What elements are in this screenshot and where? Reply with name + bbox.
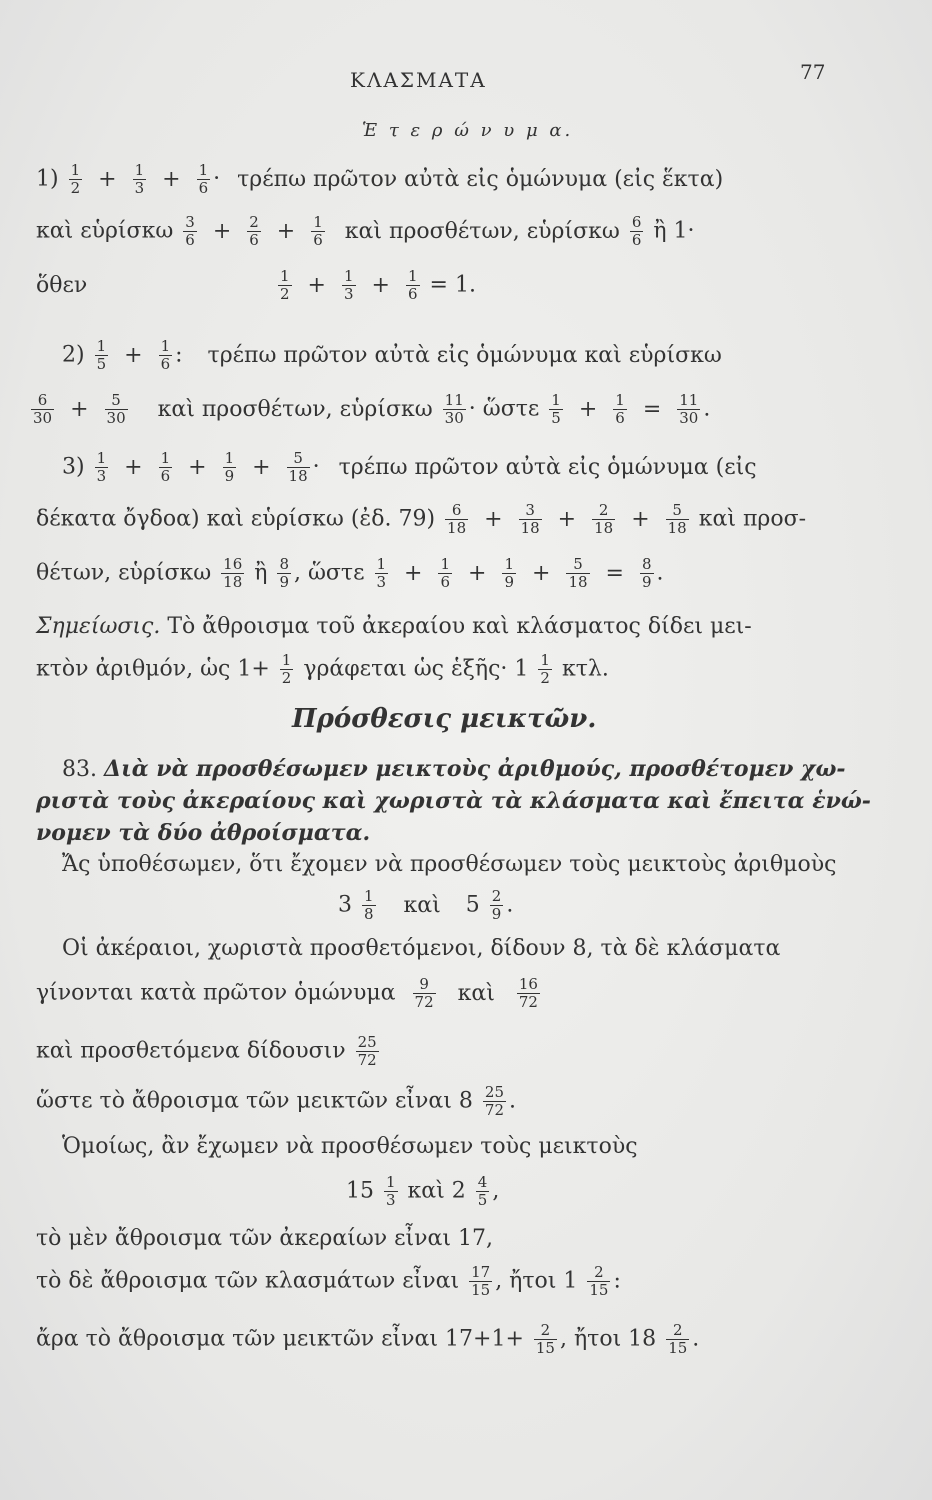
body-text: Τὸ ἄθροισμα τοῦ ἀκεραίου καὶ κλάσματος δίδει μει- — [167, 614, 752, 639]
fraction: $\frac{1}{3}$ — [376, 555, 387, 591]
body-text: κτλ. — [561, 656, 609, 682]
fraction: $\frac{1}{5}$ — [551, 391, 561, 427]
example-3-result: θέτων, εὑρίσκω $\frac{16}{18}$ ἢ $\frac{8}{9}$ , ὥστε $\frac{1}{3}$ + $\frac{1}{6}$ + $\frac{1}{9}$ + $\frac{5}{18}$ = $\frac{8}{9}$ . — [36, 555, 664, 591]
fraction: $\frac{5}{18}$ — [667, 501, 687, 537]
body-text: Διὰ νὰ προσθέσωμεν μεικτοὺς ἀριθμούς, προσθέτομεν χω- — [104, 756, 846, 782]
fraction: $\frac{2}{15}$ — [535, 1321, 555, 1357]
fraction: $\frac{1}{2}$ — [70, 161, 81, 197]
fraction: $\frac{5}{18}$ — [288, 449, 308, 485]
body-text: καὶ προσ- — [698, 506, 807, 532]
fraction: $\frac{1}{6}$ — [440, 555, 451, 591]
body-text: γράφεται ὡς ἑξῆς· 1 — [303, 656, 529, 682]
note-line-2 — [36, 652, 609, 687]
page-header-title: ΚΛΑΣΜΑΤΑ — [350, 68, 487, 92]
body-text: ὅθεν — [36, 272, 88, 298]
body-text: ἢ — [254, 560, 268, 586]
body-text: καὶ εὑρίσκω — [36, 218, 174, 244]
paragraph-83-line-1 — [62, 756, 846, 783]
body-text: 15 — [346, 1178, 374, 1204]
heteronyma-heading: Ἑ τ ε ρ ώ ν υ μ α. — [362, 120, 574, 141]
body-text: ὥστε — [482, 396, 540, 422]
fraction: $\frac{1}{9}$ — [224, 449, 235, 485]
fraction: $\frac{1}{2}$ — [281, 651, 292, 687]
paragraph-87-line — [36, 1034, 382, 1069]
note-title: Σημείωσις. — [36, 614, 161, 639]
body-text: κτὸν ἀριθμόν, ὡς 1+ — [36, 656, 270, 682]
paragraph-92-line: τὸ δὲ ἄθροισμα τῶν κλασμάτων εἶναι $\frac{17}{15}$ , ἤτοι 1 $\frac{2}{15}$ : — [36, 1263, 621, 1299]
body-text: καὶ — [457, 980, 495, 1006]
body-text: , ὥστε — [293, 560, 365, 586]
fraction: $\frac{9}{72}$ — [414, 975, 434, 1011]
paragraph-91-line: τὸ μὲν ἄθροισμα τῶν ἀκεραίων εἶναι 17, — [36, 1226, 494, 1251]
body-text: τρέπω πρῶτον αὐτὰ εἰς ὁμώνυμα καὶ εὑρίσκω — [207, 342, 722, 368]
fraction: $\frac{2}{15}$ — [668, 1321, 688, 1357]
paragraph-84-line-1: Ἄς ὑποθέσωμεν, ὅτι ἔχομεν νὰ προσθέσωμεν τοὺς μεικτοὺς ἀριθμοὺς — [62, 852, 837, 877]
fraction: $\frac{1}{6}$ — [160, 337, 171, 373]
note-line — [36, 614, 752, 640]
fraction: $\frac{1}{3}$ — [134, 161, 145, 197]
fraction: $\frac{8}{9}$ — [279, 555, 289, 591]
page-number: 77 — [800, 60, 826, 84]
body-text: καὶ προσθέτων, εὑρίσκω — [157, 396, 433, 422]
body-text: 5 — [465, 892, 480, 918]
fraction: $\frac{6}{18}$ — [447, 501, 467, 537]
fraction: $\frac{1}{6}$ — [615, 391, 625, 427]
fraction: $\frac{6}{30}$ — [33, 391, 53, 427]
fraction: $\frac{25}{72}$ — [484, 1083, 504, 1119]
fraction: $\frac{1}{5}$ — [96, 337, 107, 373]
section-title: Πρόσθεσις μεικτῶν. — [292, 704, 597, 734]
body-text: = 1. — [429, 272, 476, 298]
fraction: $\frac{11}{30}$ — [679, 391, 699, 427]
fraction: $\frac{16}{72}$ — [518, 975, 538, 1011]
body-text: τὸ δὲ ἄθροισμα τῶν κλασμάτων εἶναι — [36, 1268, 460, 1294]
paragraph-83-line-2: ριστὰ τοὺς ἀκεραίους καὶ χωριστὰ τὰ κλάσματα καὶ ἔπειτα ἑνώ- — [36, 788, 871, 814]
fraction: $\frac{1}{3}$ — [96, 449, 107, 485]
fraction: $\frac{2}{6}$ — [249, 213, 259, 249]
fraction: $\frac{1}{9}$ — [504, 555, 515, 591]
example-3-line: 3) $\frac{1}{3}$ + $\frac{1}{6}$ + $\frac{1}{9}$ + $\frac{5}{18}$ · τρέπω πρῶτον αὐτὰ εἰς ὁμώνυμα (εἰς — [62, 449, 757, 485]
fraction: $\frac{1}{8}$ — [364, 887, 374, 923]
body-text: ὥστε τὸ ἄθροισμα τῶν μεικτῶν εἶναι 8 — [36, 1088, 473, 1114]
fraction: $\frac{2}{18}$ — [594, 501, 614, 537]
fraction: $\frac{17}{15}$ — [471, 1263, 491, 1299]
paragraph-number: 83. — [62, 757, 97, 782]
fraction: $\frac{1}{2}$ — [540, 651, 550, 687]
body-text: 3 — [338, 892, 352, 918]
paragraph-83-line-3: νομεν τὰ δύο ἀθροίσματα. — [36, 820, 371, 846]
fraction: $\frac{8}{9}$ — [641, 555, 652, 591]
example-1-result: ὅθεν $\frac{1}{2}$ + $\frac{1}{3}$ + $\frac{1}{6}$ = 1. — [36, 267, 476, 303]
body-text: ἢ 1· — [653, 218, 695, 244]
mixed-numbers-1: 3 $\frac{1}{8}$ καὶ 5 $\frac{2}{9}$ . — [338, 887, 514, 923]
body-text: τρέπω πρῶτον αὐτὰ εἰς ὁμώνυμα (εἰς — [338, 454, 757, 480]
example-1-line-2: καὶ εὑρίσκω $\frac{3}{6}$ + $\frac{2}{6}$ + $\frac{1}{6}$ καὶ προσθέτων, εὑρίσκω $\frac{6}{6}$ ἢ 1· — [36, 213, 695, 249]
body-text: ἄρα τὸ ἄθροισμα τῶν μεικτῶν εἶναι 17+1+ — [36, 1326, 524, 1352]
body-text: , ἤτοι 1 — [495, 1268, 578, 1294]
fraction: $\frac{4}{5}$ — [477, 1173, 488, 1209]
example-2-line-2: $\frac{6}{30}$ + $\frac{5}{30}$ καὶ προσθέτων, εὑρίσκω $\frac{11}{30}$ · ὥστε $\frac{1}{5}$ + $\frac{1}{6}$ = $\frac{11}{30}$ . — [33, 391, 711, 427]
example-label: 2) — [62, 342, 85, 368]
example-1-line: 1) $\frac{1}{2}$ + $\frac{1}{3}$ + $\frac{1}{6}$ · τρέπω πρῶτον αὐτὰ εἰς ὁμώνυμα (εἰς ἕκτα) — [36, 161, 724, 197]
body-text: , ἤτοι 18 — [559, 1326, 657, 1352]
fraction: $\frac{1}{6}$ — [198, 161, 209, 197]
fraction: $\frac{3}{18}$ — [520, 501, 540, 537]
paragraph-85-line: Οἱ ἀκέραιοι, χωριστὰ προσθετόμενοι, δίδουν 8, τὰ δὲ κλάσματα — [62, 936, 781, 961]
fraction: $\frac{16}{18}$ — [223, 555, 243, 591]
fraction: $\frac{2}{9}$ — [491, 887, 502, 923]
fraction: $\frac{1}{6}$ — [407, 267, 418, 303]
fraction: $\frac{11}{30}$ — [444, 391, 464, 427]
paragraph-89-line: Ὁμοίως, ἂν ἔχωμεν νὰ προσθέσωμεν τοὺς μεικτοὺς — [62, 1134, 638, 1159]
fraction: $\frac{1}{3}$ — [343, 267, 354, 303]
paragraph-88-line: ὥστε τὸ ἄθροισμα τῶν μεικτῶν εἶναι 8 $\frac{25}{72}$ . — [36, 1083, 516, 1119]
mixed-numbers-2: 15 $\frac{1}{3}$ καὶ 2 $\frac{4}{5}$ , — [346, 1173, 500, 1209]
fraction: $\frac{3}{6}$ — [185, 213, 195, 249]
body-text: θέτων, εὑρίσκω — [36, 560, 212, 586]
fraction: $\frac{6}{6}$ — [631, 213, 642, 249]
paragraph-86-line — [36, 976, 543, 1011]
fraction: $\frac{2}{15}$ — [589, 1263, 609, 1299]
paragraph-93-line: ἄρα τὸ ἄθροισμα τῶν μεικτῶν εἶναι 17+1+ $\frac{2}{15}$ , ἤτοι 18 $\frac{2}{15}$ . — [36, 1321, 700, 1357]
fraction: $\frac{5}{30}$ — [106, 391, 126, 427]
fraction: $\frac{5}{18}$ — [568, 555, 588, 591]
body-text: δέκατα ὄγδοα) καὶ εὑρίσκω (ἐδ. 79) — [36, 506, 436, 532]
fraction: $\frac{1}{2}$ — [280, 267, 290, 303]
fraction: $\frac{1}{6}$ — [160, 449, 171, 485]
body-text: καὶ προσθετόμενα δίδουσιν — [36, 1038, 346, 1064]
example-label: 3) — [62, 454, 85, 480]
body-text: καὶ — [403, 892, 441, 918]
fraction: $\frac{1}{6}$ — [313, 213, 323, 249]
body-text: καὶ 2 — [407, 1178, 466, 1204]
body-text: γίνονται κατὰ πρῶτον ὁμώνυμα — [36, 980, 396, 1006]
fraction: $\frac{25}{72}$ — [357, 1033, 377, 1069]
fraction: $\frac{1}{3}$ — [386, 1173, 396, 1209]
body-text: τρέπω πρῶτον αὐτὰ εἰς ὁμώνυμα (εἰς ἕκτα) — [237, 166, 724, 192]
example-2-line: 2) $\frac{1}{5}$ + $\frac{1}{6}$ : τρέπω πρῶτον αὐτὰ εἰς ὁμώνυμα καὶ εὑρίσκω — [62, 337, 722, 373]
example-3-line-2: δέκατα ὄγδοα) καὶ εὑρίσκω (ἐδ. 79) $\frac{6}{18}$ + $\frac{3}{18}$ + $\frac{2}{18}$ + $\frac{5}{18}$ καὶ προσ- — [36, 501, 807, 537]
example-label: 1) — [36, 166, 59, 192]
body-text: καὶ προσθέτων, εὑρίσκω — [344, 218, 620, 244]
